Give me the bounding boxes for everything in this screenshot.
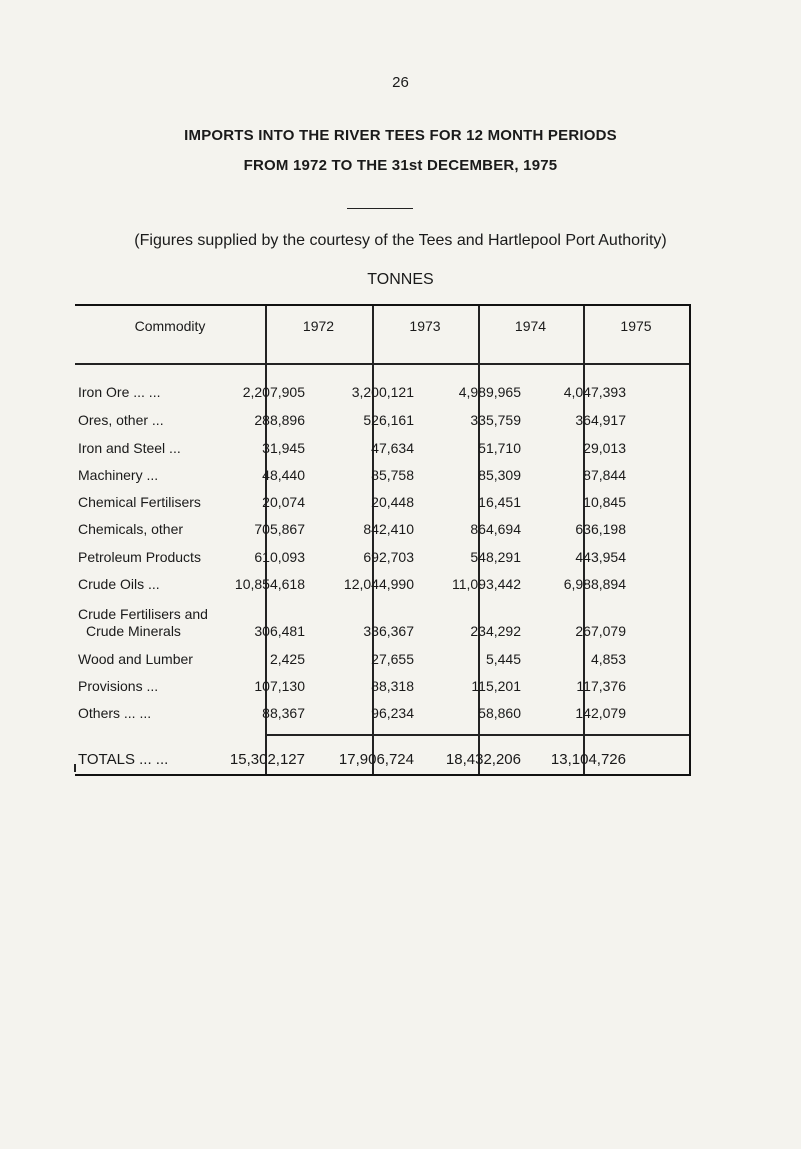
column-divider	[583, 306, 585, 774]
row-label: Crude Minerals	[86, 623, 181, 639]
value-1973: 88,318	[371, 678, 414, 694]
table-row	[75, 705, 689, 723]
page-title: IMPORTS INTO THE RIVER TEES FOR 12 MONTH PERIODS	[184, 127, 617, 144]
value-1972: 20,074	[262, 494, 305, 510]
value-1972: 306,481	[254, 623, 305, 639]
imports-table	[75, 304, 691, 776]
header-1972: 1972	[302, 318, 335, 334]
column-divider	[265, 306, 267, 774]
header-divider	[75, 363, 689, 365]
source-note: (Figures supplied by the courtesy of the Tees and Hartlepool Port Authority)	[134, 232, 667, 249]
value-1973: 96,234	[371, 705, 414, 721]
value-1975: 117,376	[576, 678, 626, 694]
totals-row	[75, 751, 689, 769]
header-1974: 1974	[514, 318, 547, 334]
total-1974: 18,432,206	[445, 751, 521, 768]
table-row	[75, 494, 689, 512]
value-1975: 6,988,894	[563, 576, 626, 592]
table-row	[75, 606, 689, 641]
value-1975: 10,845	[583, 494, 626, 510]
table-row	[75, 678, 689, 696]
value-1974: 16,451	[478, 494, 521, 510]
row-label: Iron and Steel ...	[78, 440, 181, 456]
value-1974: 5,445	[485, 651, 521, 667]
value-1975: 29,013	[583, 440, 626, 456]
table-row	[75, 576, 689, 594]
row-label: Ores, other ...	[78, 412, 164, 428]
row-label: Wood and Lumber	[78, 651, 193, 667]
value-1972: 31,945	[262, 440, 305, 456]
total-1973: 17,906,724	[338, 751, 414, 768]
value-1973: 692,703	[363, 549, 414, 565]
value-1972: 705,867	[254, 521, 305, 537]
row-label: Petroleum Products	[78, 549, 201, 565]
value-1972: 48,440	[262, 467, 305, 483]
column-divider	[478, 306, 480, 774]
table-row	[75, 651, 689, 669]
totals-divider	[265, 734, 689, 736]
value-1975: 87,844	[583, 467, 626, 483]
value-1974: 234,292	[470, 623, 521, 639]
value-1972: 107,130	[254, 678, 305, 694]
value-1973: 526,161	[363, 412, 414, 428]
value-1973: 85,758	[371, 467, 414, 483]
value-1975: 4,047,393	[563, 384, 626, 400]
value-1972: 10,854,618	[234, 576, 305, 592]
row-label: Crude Oils ...	[78, 576, 160, 592]
table-row	[75, 384, 689, 402]
page-number: 26	[392, 74, 409, 91]
table-row	[75, 412, 689, 430]
header-1975: 1975	[620, 318, 652, 334]
value-1974: 85,309	[478, 467, 521, 483]
value-1974: 548,291	[470, 549, 521, 565]
value-1973: 12,044,990	[343, 576, 414, 592]
totals-label: TOTALS ... ...	[78, 751, 169, 768]
value-1975: 267,079	[575, 623, 626, 639]
table-row	[75, 440, 689, 458]
value-1975: 364,917	[575, 412, 626, 428]
value-1973: 27,655	[371, 651, 414, 667]
table-row	[75, 521, 689, 539]
row-label: Iron Ore ... ...	[78, 384, 161, 400]
unit-label: TONNES	[367, 271, 434, 288]
value-1973: 20,448	[371, 494, 414, 510]
header-1973: 1973	[409, 318, 441, 334]
value-1973: 47,634	[371, 440, 414, 456]
value-1974: 4,989,965	[458, 384, 521, 400]
value-1972: 610,093	[254, 549, 305, 565]
value-1975: 4,853	[590, 651, 626, 667]
value-1973: 3,200,121	[351, 384, 414, 400]
value-1974: 335,759	[470, 412, 521, 428]
total-1975: 13,104,726	[550, 751, 626, 768]
value-1974: 51,710	[478, 440, 521, 456]
value-1973: 336,367	[363, 623, 414, 639]
row-label: Others ... ...	[78, 705, 152, 721]
value-1972: 2,425	[269, 651, 305, 667]
row-label: Chemical Fertilisers	[78, 494, 201, 510]
value-1973: 842,410	[363, 521, 414, 537]
value-1974: 58,860	[478, 705, 521, 721]
row-label-line1: Crude Fertilisers and	[78, 606, 208, 622]
row-label: Machinery ...	[78, 467, 159, 483]
value-1975: 142,079	[575, 705, 626, 721]
value-1974: 864,694	[470, 521, 521, 537]
value-1972: 2,207,905	[242, 384, 305, 400]
row-label: Chemicals, other	[78, 521, 184, 537]
value-1974: 115,201	[471, 678, 521, 694]
value-1972: 288,896	[254, 412, 305, 428]
column-divider	[372, 306, 374, 774]
table-row	[75, 467, 689, 485]
page-subtitle: FROM 1972 TO THE 31st DECEMBER, 1975	[243, 157, 558, 174]
value-1974: 11,093,442	[451, 576, 521, 592]
value-1975: 636,198	[575, 521, 626, 537]
divider	[347, 208, 413, 209]
value-1975: 443,954	[575, 549, 626, 565]
value-1972: 88,367	[262, 705, 305, 721]
table-row	[75, 549, 689, 567]
row-label: Provisions ...	[78, 678, 159, 694]
total-1972: 15,302,127	[229, 751, 305, 768]
header-commodity: Commodity	[134, 318, 206, 334]
